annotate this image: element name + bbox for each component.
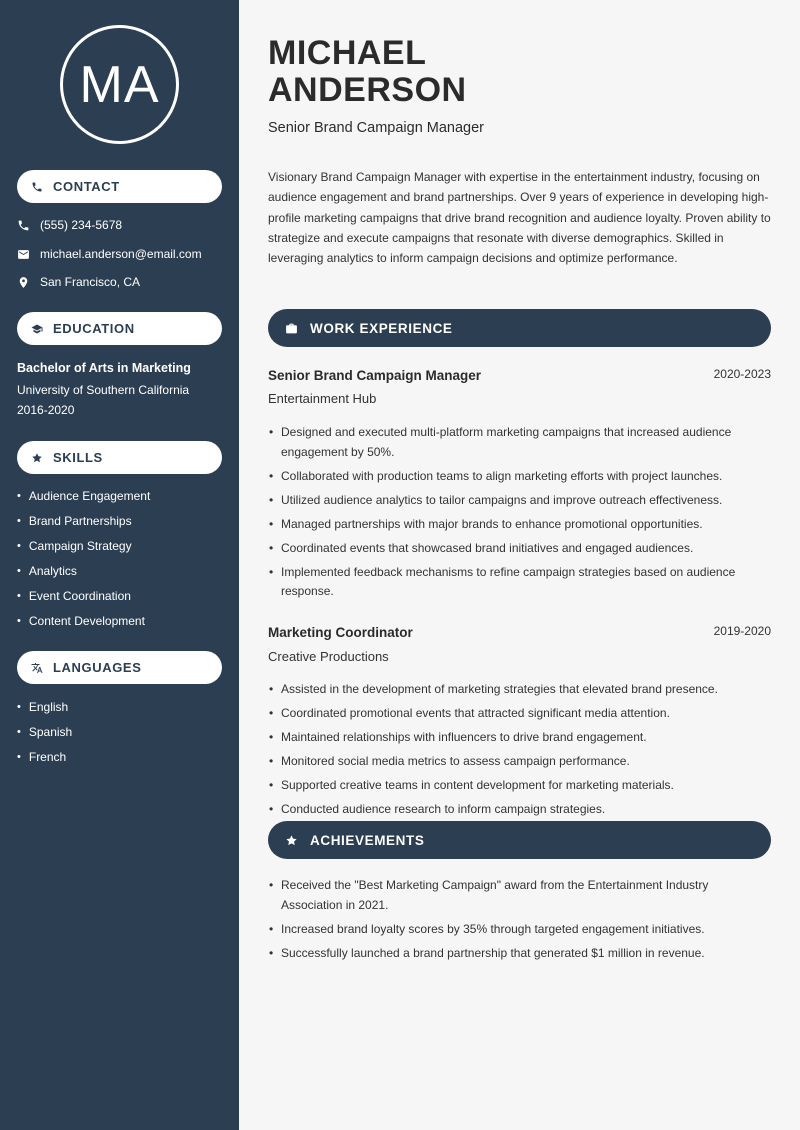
job-bullet: • Collaborated with production teams to align marketing efforts with project launches.: [268, 467, 771, 487]
contact-email: [17, 247, 202, 261]
job-dates: 2019-2020: [713, 624, 771, 638]
phone-icon: [17, 219, 30, 232]
contact-location: [17, 275, 140, 289]
language-item: • English: [17, 694, 72, 719]
education-years: 2016-2020: [17, 403, 75, 417]
contact-heading-label: CONTACT: [53, 179, 120, 194]
contact-phone: [17, 218, 122, 232]
star-icon: [31, 452, 43, 464]
job-bullet: • Designed and executed multi-platform marketing campaigns that increased audience engagement by 50%.: [268, 423, 771, 462]
skill-item: • Brand Partnerships: [17, 508, 150, 533]
job-bullet: • Supported creative teams in content development for marketing materials.: [268, 776, 771, 796]
job-bullet: • Maintained relationships with influencers to drive brand engagement.: [268, 728, 771, 748]
name-line-first: MICHAEL: [268, 34, 427, 72]
location-pin-icon: [17, 276, 30, 289]
achievement-item: • Received the "Best Marketing Campaign" award from the Entertainment Industry Association in 2021.: [268, 876, 771, 915]
skills-heading-label: SKILLS: [53, 450, 103, 465]
candidate-name: [268, 35, 467, 109]
job-bullet: • Managed partnerships with major brands to enhance promotional opportunities.: [268, 515, 771, 535]
briefcase-icon: [285, 322, 298, 335]
language-item: • Spanish: [17, 719, 72, 744]
phone-icon: [31, 181, 43, 193]
sidebar: [0, 0, 239, 1130]
education-heading: [17, 312, 222, 345]
profile-summary: Visionary Brand Campaign Manager with expertise in the entertainment industry, focusing on audience engagement and brand partnerships. Over 9 years of experience in developing high-profile marketing campaigns that drive brand recognition and audience loyalty. Proven ability to strategize and execute campaigns that resonate with diverse demographics. Skilled in leveraging analytics to inform campaign decisions and optimize performance.: [268, 170, 771, 266]
achievement-item: • Successfully launched a brand partnership that generated $1 million in revenue.: [268, 944, 771, 964]
education-degree: Bachelor of Arts in Marketing: [17, 361, 191, 375]
job-bullet: • Implemented feedback mechanisms to refine campaign strategies based on audience response.: [268, 563, 771, 602]
job-bullet: • Coordinated events that showcased brand initiatives and engaged audiences.: [268, 539, 771, 559]
job-bullet: • Monitored social media metrics to assess campaign performance.: [268, 752, 771, 772]
skills-heading: [17, 441, 222, 474]
languages-heading: [17, 651, 222, 684]
skill-item: • Campaign Strategy: [17, 533, 150, 558]
name-line-last: ANDERSON: [268, 71, 467, 109]
skill-item: • Event Coordination: [17, 583, 150, 608]
language-item: • French: [17, 744, 72, 769]
job-title: Marketing Coordinator: [268, 625, 413, 640]
work-experience-heading-label: WORK EXPERIENCE: [310, 320, 453, 336]
job-company: Entertainment Hub: [268, 391, 377, 406]
job-title: Senior Brand Campaign Manager: [268, 368, 482, 383]
languages-heading-label: LANGUAGES: [53, 660, 142, 675]
job-bullet: • Conducted audience research to inform campaign strategies.: [268, 800, 771, 820]
skill-item: • Audience Engagement: [17, 483, 150, 508]
job-bullets: [268, 423, 771, 606]
achievements-heading: [268, 821, 771, 859]
education-heading-label: EDUCATION: [53, 321, 135, 336]
achievements-heading-label: ACHIEVEMENTS: [310, 832, 425, 848]
skill-item: • Content Development: [17, 608, 150, 633]
work-experience-heading: [268, 309, 771, 347]
education-school: University of Southern California: [17, 383, 190, 397]
languages-list: [17, 694, 72, 769]
monogram-avatar: MA: [60, 25, 179, 144]
star-icon: [285, 834, 298, 847]
achievements-list: [268, 876, 771, 968]
job-bullet: • Assisted in the development of marketing strategies that elevated brand presence.: [268, 680, 771, 700]
graduation-cap-icon: [31, 323, 43, 335]
job-bullet: • Utilized audience analytics to tailor campaigns and improve outreach effectiveness.: [268, 491, 771, 511]
email-text: michael.anderson@email.com: [40, 247, 202, 261]
job-bullets: [268, 680, 771, 824]
achievement-item: • Increased brand loyalty scores by 35% through targeted engagement initiatives.: [268, 920, 771, 940]
envelope-icon: [17, 248, 30, 261]
translate-icon: [31, 662, 43, 674]
job-bullet: • Coordinated promotional events that attracted significant media attention.: [268, 704, 771, 724]
skill-item: • Analytics: [17, 558, 150, 583]
skills-list: [17, 483, 150, 633]
job-company: Creative Productions: [268, 649, 389, 664]
contact-heading: [17, 170, 222, 203]
location-text: San Francisco, CA: [40, 275, 141, 289]
phone-text: (555) 234-5678: [40, 218, 123, 232]
job-dates: 2020-2023: [713, 367, 771, 381]
candidate-title: Senior Brand Campaign Manager: [268, 120, 485, 136]
